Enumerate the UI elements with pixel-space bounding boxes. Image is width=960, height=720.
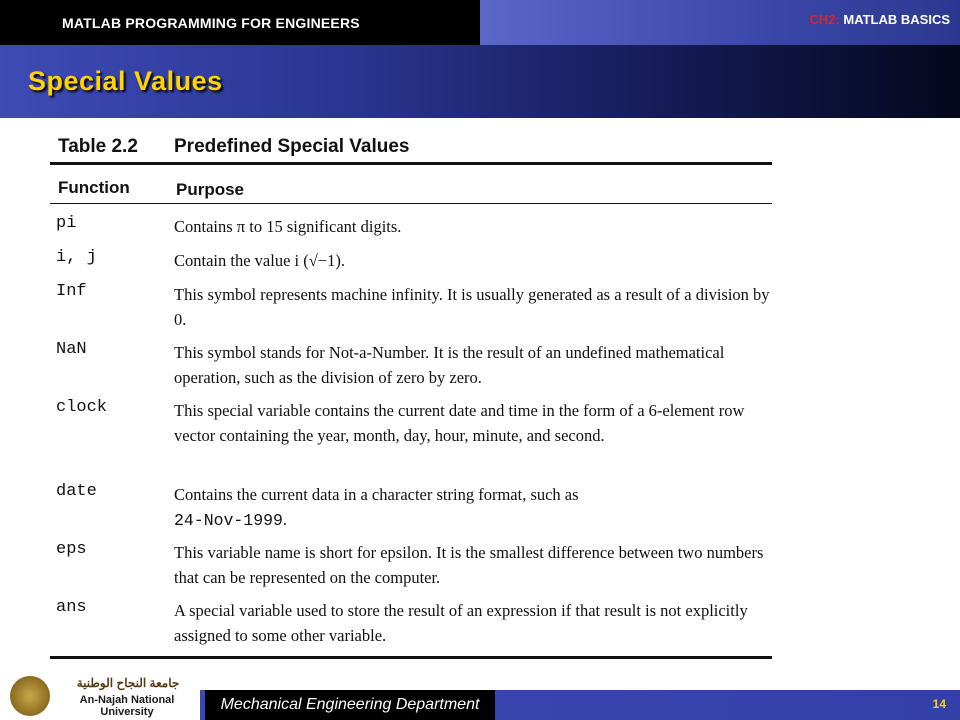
- function-purpose: Contains π to 15 significant digits.: [174, 217, 402, 236]
- function-purpose: This special variable contains the current date and time in the form of a 6-element row vector containing the year, month, day, hour, minute, and second.: [174, 401, 745, 445]
- slide-title: Special Values: [28, 66, 223, 96]
- table-bottom-rule: [50, 656, 772, 659]
- function-name: date: [56, 482, 97, 501]
- university-name-arabic: جامعة النجاح الوطنية: [76, 676, 180, 690]
- table-caption-title: Predefined Special Values: [174, 136, 410, 157]
- function-purpose: Contain the value i (√−1).: [174, 251, 345, 270]
- university-name-english: An-Najah National University: [79, 694, 175, 718]
- function-name: clock: [56, 398, 108, 417]
- function-purpose: [174, 482, 772, 533]
- function-purpose: This variable name is short for epsilon. It is the smallest difference between two numbers that can be represented on the computer.: [174, 543, 764, 587]
- department-label: [205, 690, 495, 720]
- function-purpose: This symbol stands for Not-a-Number. It is the result of an undefined mathematical operation, such as the division of zero by zero.: [174, 343, 725, 387]
- date-example: 24-Nov-1999: [174, 511, 283, 530]
- function-name: Inf: [56, 282, 87, 301]
- department-name: Mechanical Engineering Department: [220, 696, 480, 713]
- table-header-rule: [50, 203, 772, 204]
- purpose-text: Contains the current data in a character string format, such as: [174, 485, 579, 504]
- page-number: 14: [932, 697, 946, 711]
- function-name: NaN: [56, 340, 87, 359]
- column-header-function: Function: [58, 178, 130, 197]
- function-purpose: This symbol represents machine infinity. It is usually generated as a result of a division by 0.: [174, 285, 770, 329]
- purpose-end: .: [282, 510, 288, 529]
- function-purpose: A special variable used to store the result of an expression if that result is not explicitly assigned to some other variable.: [174, 601, 748, 645]
- chapter-name: MATLAB BASICS: [843, 12, 950, 27]
- column-header-purpose: Purpose: [176, 180, 245, 199]
- chapter-bar: [480, 0, 960, 45]
- course-title: MATLAB PROGRAMMING FOR ENGINEERS: [62, 14, 360, 31]
- course-title-bar: [0, 0, 480, 45]
- function-name: pi: [56, 214, 77, 233]
- special-values-table: [50, 128, 776, 668]
- chapter-code: CH2:: [809, 12, 840, 27]
- table-top-rule: [50, 162, 772, 165]
- function-name: i, j: [56, 248, 97, 267]
- function-name: ans: [56, 598, 87, 617]
- university-emblem-icon: [10, 676, 50, 716]
- function-name: eps: [56, 540, 87, 559]
- table-caption: Table 2.2: [58, 136, 138, 157]
